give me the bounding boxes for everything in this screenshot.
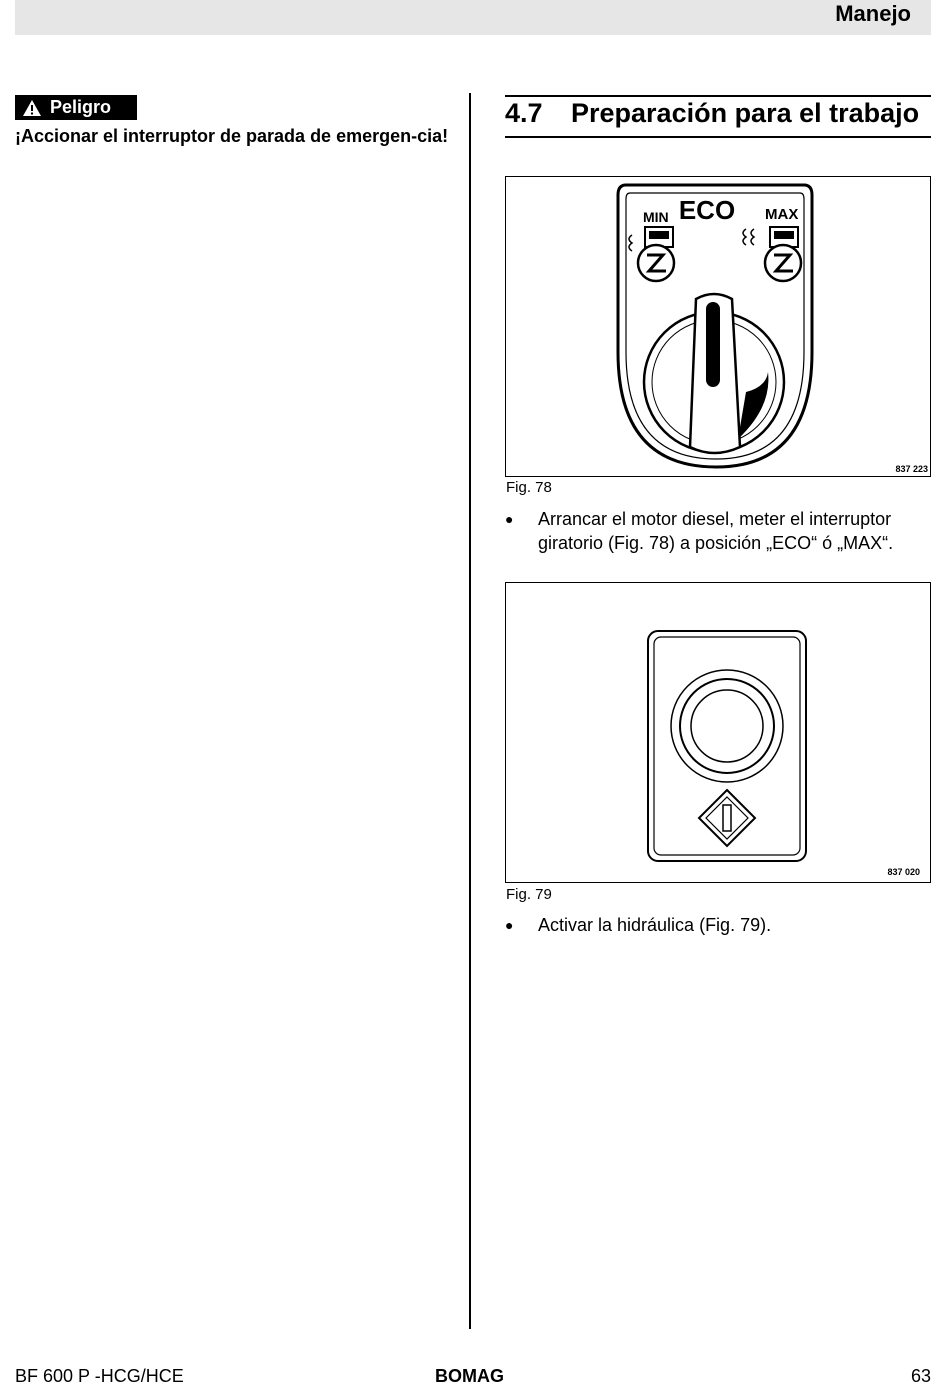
section-number: 4.7 <box>505 98 543 128</box>
page-header <box>15 0 931 35</box>
figure-78-code: 837 223 <box>895 464 928 474</box>
hydraulics-switch-illustration <box>506 583 930 882</box>
list-item <box>505 913 930 937</box>
figure-79-caption: Fig. 79 <box>506 886 552 903</box>
footer-brand: BOMAG <box>435 1366 504 1386</box>
eco-switch-illustration <box>506 177 930 476</box>
danger-text: ¡Accionar el interruptor de parada de emergen-cia! <box>15 126 449 146</box>
figure-79 <box>505 582 931 883</box>
figure-78 <box>505 176 931 477</box>
eco-label: ECO <box>678 195 736 225</box>
footer-model: BF 600 P -HCG/HCE <box>15 1366 184 1386</box>
section-rule-top <box>505 95 931 97</box>
chapter-title: Manejo <box>835 1 911 26</box>
bullet-icon: ● <box>505 511 514 527</box>
column-divider <box>469 93 471 1329</box>
danger-label: Peligro <box>50 97 112 117</box>
section-rule-bottom <box>505 136 931 138</box>
push-button <box>671 670 783 782</box>
bullet-text: Arrancar el motor diesel, meter el interruptor giratorio (Fig. 78) a posición „ECO“ ó „MAX“. <box>538 509 894 553</box>
warning-triangle-icon <box>23 100 41 116</box>
max-label: MAX <box>765 206 799 223</box>
danger-badge <box>15 95 137 120</box>
page-number: 63 <box>910 1366 931 1386</box>
bullet-icon: ● <box>505 917 514 933</box>
section-heading <box>505 98 931 129</box>
min-label: MIN <box>643 209 669 225</box>
list-item <box>505 507 930 555</box>
section-title: Preparación para el trabajo <box>571 98 920 128</box>
bullet-text: Activar la hidráulica (Fig. 79). <box>538 915 772 935</box>
figure-79-code: 837 020 <box>887 867 920 877</box>
figure-78-caption: Fig. 78 <box>506 479 552 496</box>
